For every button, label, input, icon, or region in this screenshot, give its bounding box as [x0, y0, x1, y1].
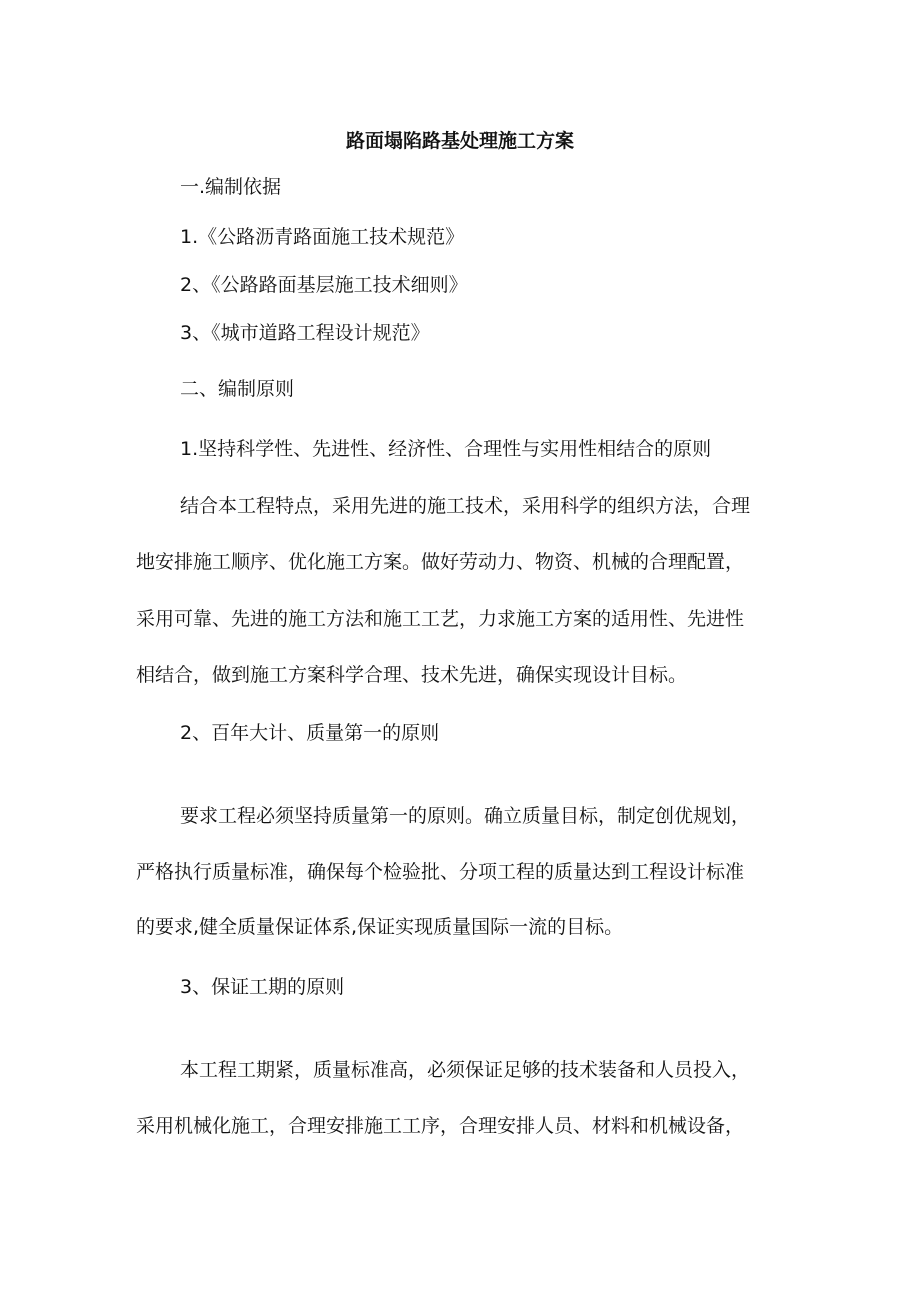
paragraph-line: 严格执行质量标准，确保每个检验批、分项工程的质量达到工程设计标准 — [136, 861, 745, 883]
principle-3-title: 3、保证工期的原则 — [180, 976, 345, 998]
paragraph-line: 地安排施工顺序、优化施工方案。做好劳动力、物资、机械的合理配置， — [136, 551, 745, 573]
document-title: 路面塌陷路基处理施工方案 — [345, 130, 574, 152]
paragraph-line: 要求工程必须坚持质量第一的原则。确立质量目标，制定创优规划， — [180, 805, 751, 827]
principle-2-title: 2、百年大计、质量第一的原则 — [180, 722, 440, 744]
paragraph-line: 采用可靠、先进的施工方法和施工工艺，力求施工方案的适用性、先进性 — [136, 608, 745, 630]
section-heading-principles: 二、编制原则 — [180, 378, 295, 400]
paragraph-line: 结合本工程特点，采用先进的施工技术，采用科学的组织方法，合理 — [180, 495, 751, 517]
basis-item-3: 3、《城市道路工程设计规范》 — [180, 322, 430, 344]
paragraph-line: 本工程工期紧，质量标准高，必须保证足够的技术装备和人员投入， — [180, 1059, 751, 1081]
section-heading-basis: 一.编制依据 — [180, 176, 282, 198]
basis-item-2: 2、《公路路面基层施工技术细则》 — [180, 274, 468, 296]
paragraph-line: 采用机械化施工，合理安排施工工序，合理安排人员、材料和机械设备， — [136, 1115, 745, 1137]
paragraph-line: 的要求,健全质量保证体系,保证实现质量国际一流的目标。 — [136, 916, 624, 938]
principle-1-title: 1.坚持科学性、先进性、经济性、合理性与实用性相结合的原则 — [180, 438, 712, 460]
paragraph-line: 相结合，做到施工方案科学合理、技术先进，确保实现设计目标。 — [136, 664, 688, 686]
basis-item-1: 1.《公路沥青路面施工技术规范》 — [180, 226, 465, 248]
